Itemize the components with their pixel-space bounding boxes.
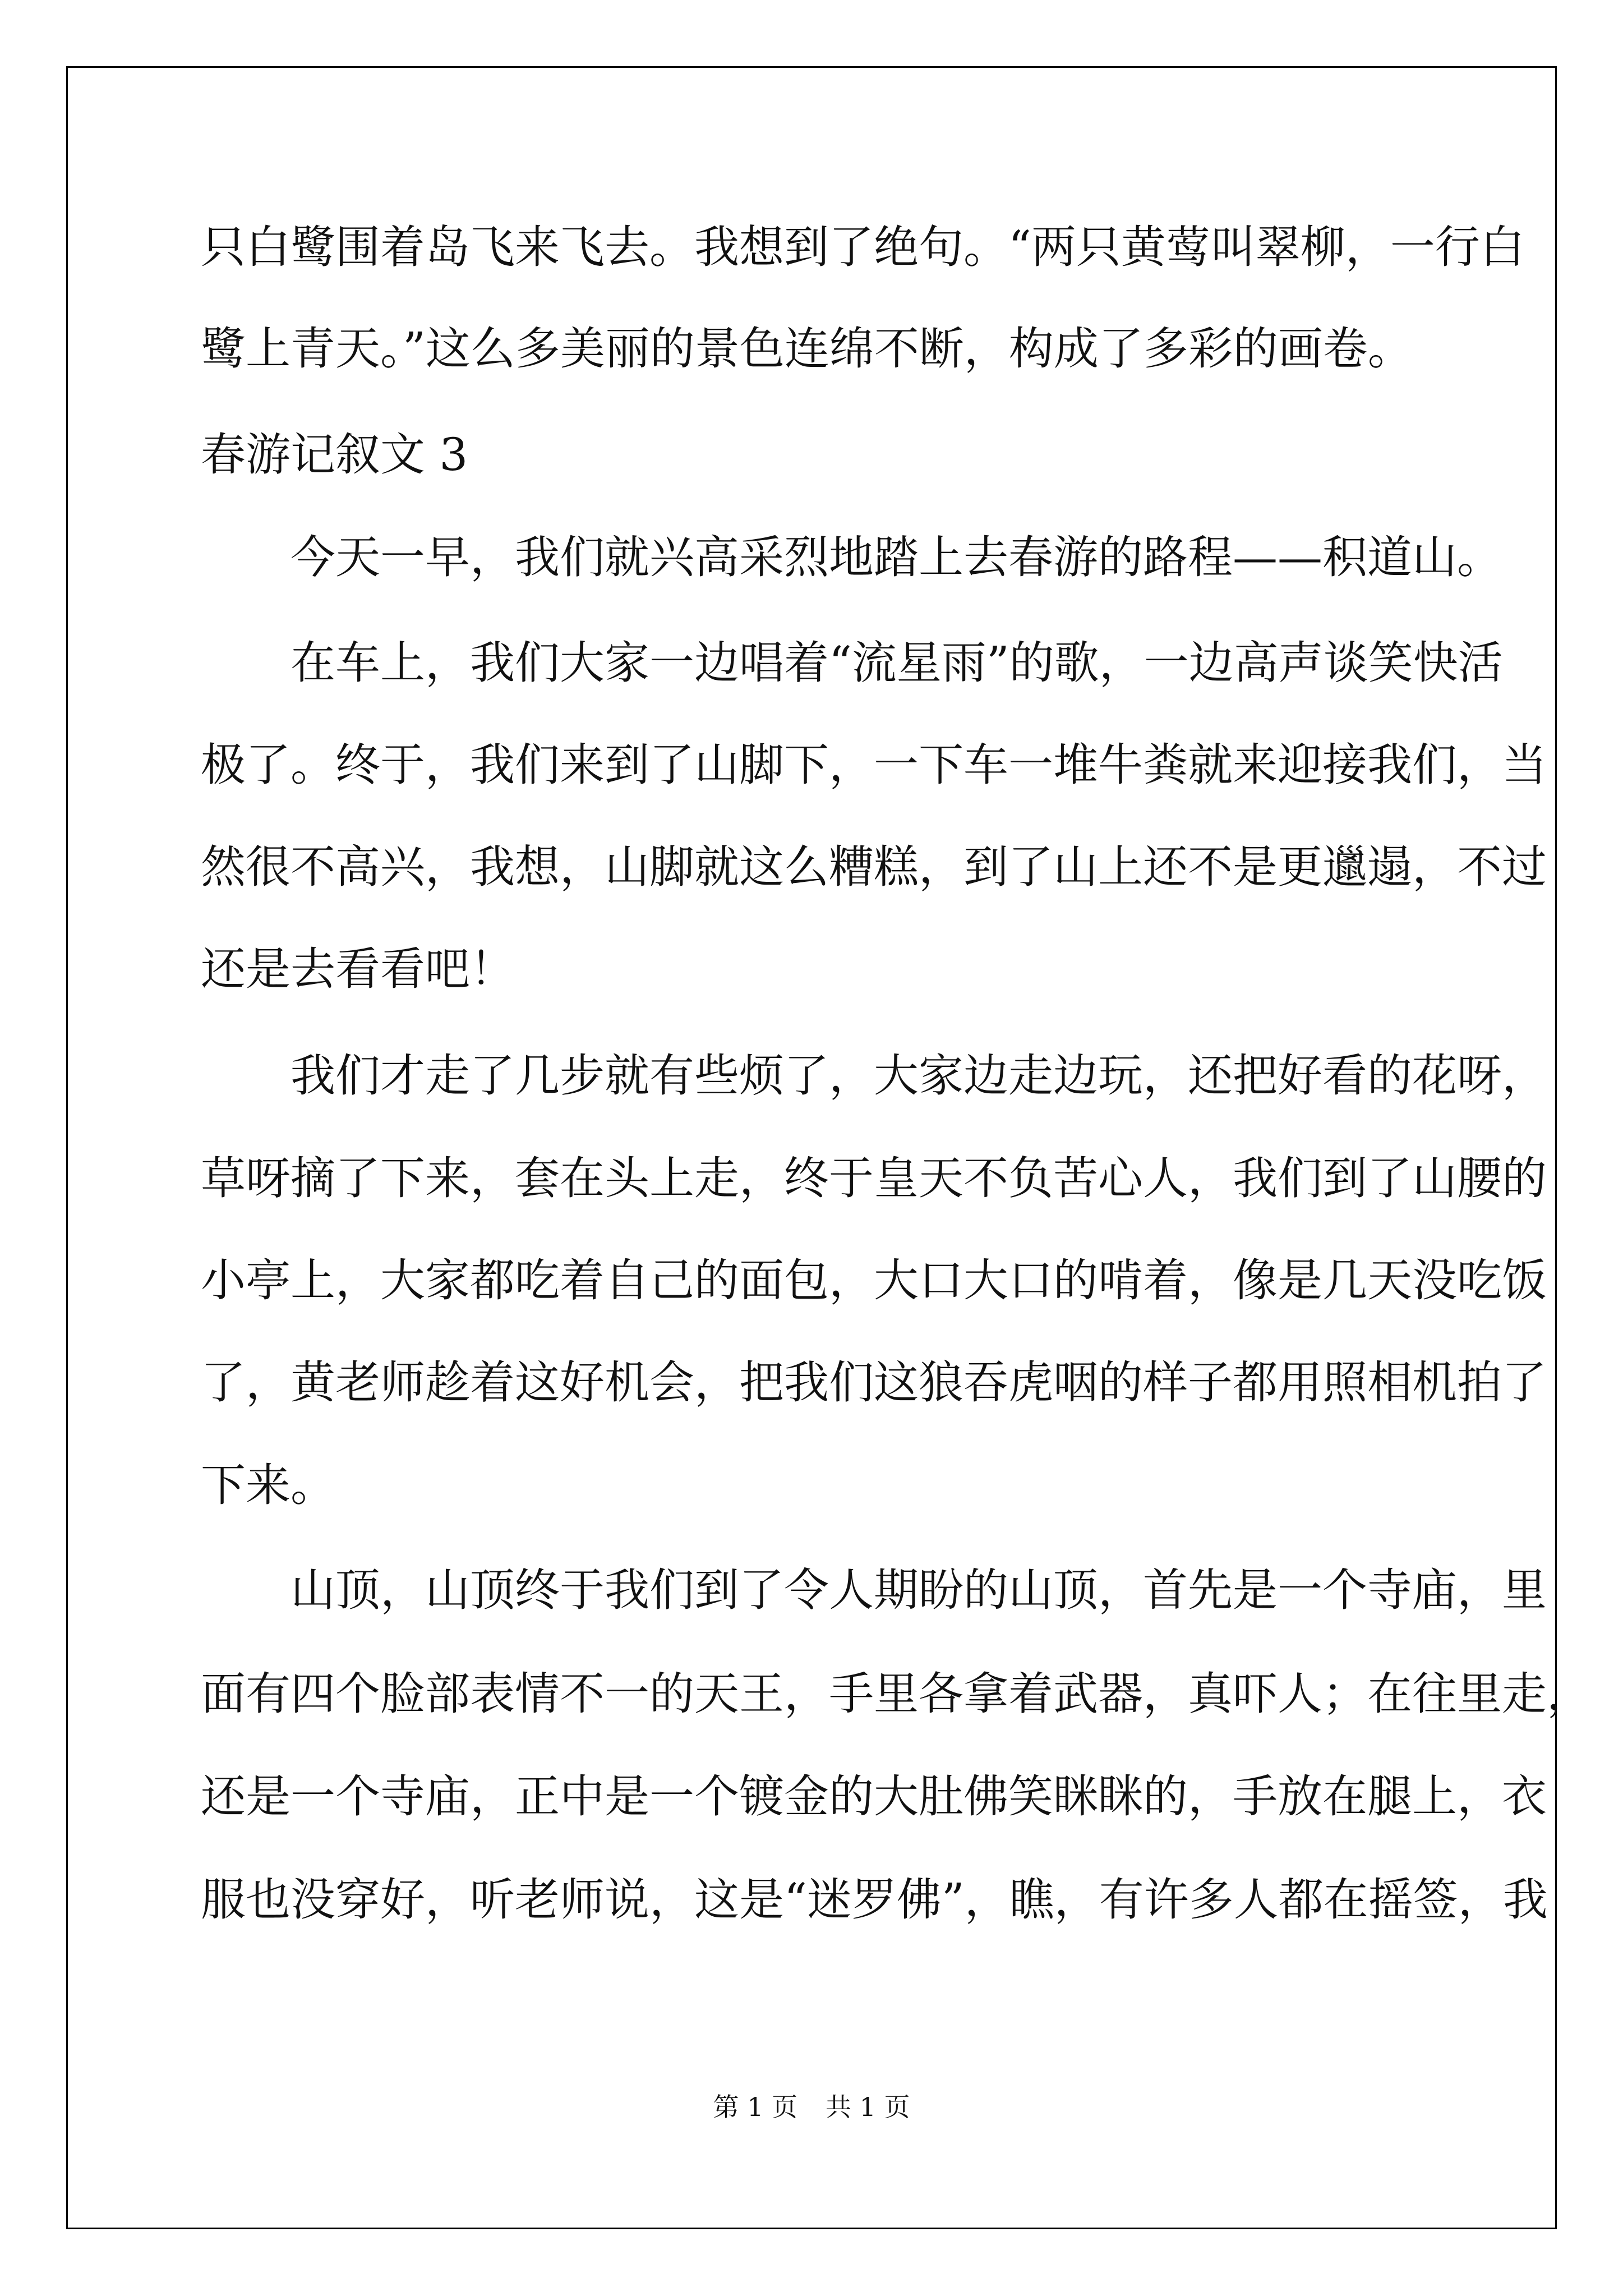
text-line: 还是去看看吧！ <box>201 943 515 995</box>
text-line: 了，黄老师趁着这好机会，把我们这狼吞虎咽的样子都用照相机拍了 <box>201 1356 1547 1409</box>
text-line: 然很不高兴，我想，山脚就这么糟糕，到了山上还不是更邋遢，不过 <box>201 841 1547 893</box>
text-line: 今天一早，我们就兴高采烈地踏上去春游的路程——积道山。 <box>201 531 1502 583</box>
page-number: 第 1 页 <box>713 2092 797 2122</box>
text-line: 面有四个脸部表情不一的天王，手里各拿着武器，真吓人；在往里走， <box>201 1668 1592 1720</box>
text-line: 我们才走了几步就有些烦了，大家边走边玩，还把好看的花呀， <box>201 1050 1547 1102</box>
page-total: 共 1 页 <box>826 2092 910 2122</box>
text-line: 鹭上青天。”这么多美丽的景色连绵不断，构成了多彩的画卷。 <box>201 323 1413 375</box>
section-heading: 春游记叙文 3 <box>201 429 468 481</box>
text-line: 草呀摘了下来，套在头上走，终于皇天不负苦心人，我们到了山腰的 <box>201 1152 1547 1204</box>
text-line: 服也没穿好，听老师说，这是“迷罗佛”，瞧，有许多人都在摇签，我 <box>201 1874 1548 1926</box>
text-line: 小亭上，大家都吃着自己的面包，大口大口的啃着，像是几天没吃饭 <box>201 1254 1547 1306</box>
text-line: 在车上，我们大家一边唱着“流星雨”的歌，一边高声谈笑快活 <box>201 637 1503 689</box>
text-line: 还是一个寺庙，正中是一个镀金的大肚佛笑眯眯的，手放在腿上，衣 <box>201 1770 1547 1823</box>
text-line: 极了。终于，我们来到了山脚下，一下车一堆牛粪就来迎接我们，当 <box>201 739 1547 791</box>
page-footer <box>0 2087 1623 2124</box>
text-line: 下来。 <box>201 1459 335 1511</box>
text-line: 山顶，山顶终于我们到了令人期盼的山顶，首先是一个寺庙，里 <box>201 1564 1547 1616</box>
text-line: 只白鹭围着岛飞来飞去。我想到了绝句。“两只黄莺叫翠柳，一行白 <box>201 221 1525 273</box>
